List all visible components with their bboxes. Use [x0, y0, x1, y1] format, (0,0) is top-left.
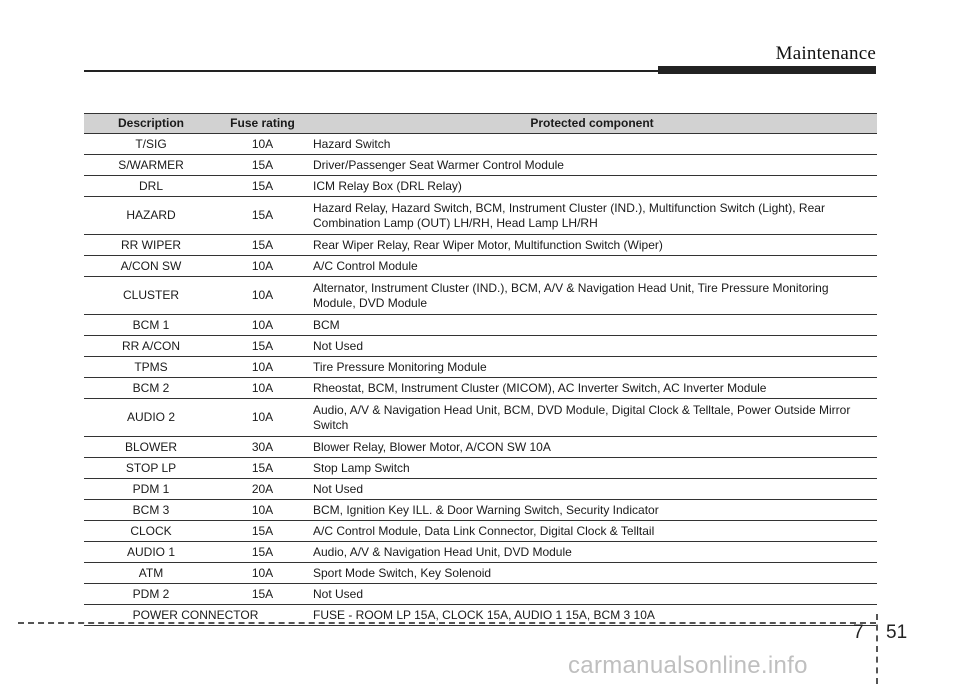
fuse-rating-cell: 15A	[218, 197, 307, 235]
table-row	[84, 277, 877, 315]
column-header-fuse-rating: Fuse rating	[218, 114, 307, 134]
table-row	[84, 500, 877, 521]
protected-component-cell: Driver/Passenger Seat Warmer Control Module	[307, 155, 877, 176]
fuse-description-cell: A/CON SW	[84, 256, 218, 277]
column-header-protected-component: Protected component	[307, 114, 877, 134]
column-header-description: Description	[84, 114, 218, 134]
protected-component-cell: Blower Relay, Blower Motor, A/CON SW 10A	[307, 437, 877, 458]
table-row	[84, 134, 877, 155]
fuse-rating-cell: 30A	[218, 437, 307, 458]
table-body	[84, 134, 877, 626]
fuse-rating-cell: 10A	[218, 500, 307, 521]
fuse-rating-cell: 15A	[218, 542, 307, 563]
fuse-rating-cell: 20A	[218, 479, 307, 500]
table-row	[84, 437, 877, 458]
table-row	[84, 256, 877, 277]
fuse-description-cell: TPMS	[84, 357, 218, 378]
page-number-separator	[876, 614, 878, 684]
protected-component-cell: A/C Control Module, Data Link Connector, Digital Clock & Telltail	[307, 521, 877, 542]
protected-component-cell: Sport Mode Switch, Key Solenoid	[307, 563, 877, 584]
fuse-rating-cell: 10A	[218, 256, 307, 277]
fuse-description-cell: RR A/CON	[84, 336, 218, 357]
protected-component-cell: FUSE - ROOM LP 15A, CLOCK 15A, AUDIO 1 15A, BCM 3 10A	[307, 605, 877, 626]
protected-component-cell: Not Used	[307, 584, 877, 605]
fuse-description-cell: DRL	[84, 176, 218, 197]
fuse-description-cell: BCM 3	[84, 500, 218, 521]
table-row	[84, 399, 877, 437]
chapter-number: 7	[853, 622, 864, 643]
protected-component-cell: BCM, Ignition Key ILL. & Door Warning Switch, Security Indicator	[307, 500, 877, 521]
footer-dashed-rule	[18, 622, 876, 624]
fuse-rating-cell: 10A	[218, 378, 307, 399]
table-row	[84, 584, 877, 605]
table-row	[84, 197, 877, 235]
fuse-description-cell: CLOCK	[84, 521, 218, 542]
fuse-description-cell: BCM 1	[84, 315, 218, 336]
protected-component-cell: BCM	[307, 315, 877, 336]
fuse-description-cell: BCM 2	[84, 378, 218, 399]
fuse-rating-cell: 10A	[218, 315, 307, 336]
protected-component-cell: Hazard Switch	[307, 134, 877, 155]
protected-component-cell: Rear Wiper Relay, Rear Wiper Motor, Multifunction Switch (Wiper)	[307, 235, 877, 256]
watermark-text: carmanualsonline.info	[568, 652, 808, 679]
fuse-rating-cell: 10A	[218, 399, 307, 437]
table-row	[84, 155, 877, 176]
protected-component-cell: Not Used	[307, 479, 877, 500]
fuse-rating-cell: 10A	[218, 357, 307, 378]
table-row	[84, 235, 877, 256]
fuse-description-cell: STOP LP	[84, 458, 218, 479]
protected-component-cell: ICM Relay Box (DRL Relay)	[307, 176, 877, 197]
fuse-rating-cell: 15A	[218, 521, 307, 542]
table-row	[84, 458, 877, 479]
fuse-table	[84, 113, 877, 626]
table-row	[84, 378, 877, 399]
table-row	[84, 357, 877, 378]
fuse-rating-cell: 15A	[218, 235, 307, 256]
fuse-rating-cell: 15A	[218, 584, 307, 605]
fuse-rating-cell: 15A	[218, 176, 307, 197]
section-title: Maintenance	[775, 43, 876, 64]
protected-component-cell: Stop Lamp Switch	[307, 458, 877, 479]
table-row	[84, 542, 877, 563]
protected-component-cell: Audio, A/V & Navigation Head Unit, DVD Module	[307, 542, 877, 563]
table-row	[84, 563, 877, 584]
fuse-description-cell: AUDIO 1	[84, 542, 218, 563]
fuse-description-cell: S/WARMER	[84, 155, 218, 176]
fuse-description-cell: PDM 2	[84, 584, 218, 605]
table-row	[84, 479, 877, 500]
table-row	[84, 521, 877, 542]
protected-component-cell: Tire Pressure Monitoring Module	[307, 357, 877, 378]
fuse-rating-cell: 10A	[218, 134, 307, 155]
header-rule-thick	[658, 66, 876, 74]
fuse-rating-cell: 15A	[218, 458, 307, 479]
header-rule-thin	[84, 70, 664, 72]
fuse-description-cell: T/SIG	[84, 134, 218, 155]
protected-component-cell: Alternator, Instrument Cluster (IND.), BCM, A/V & Navigation Head Unit, Tire Pressure Monitoring Module, DVD Module	[307, 277, 877, 315]
table-row	[84, 176, 877, 197]
page-number: 51	[886, 622, 908, 643]
table-header-row	[84, 114, 877, 134]
fuse-description-cell: CLUSTER	[84, 277, 218, 315]
protected-component-cell: Not Used	[307, 336, 877, 357]
fuse-description-cell: AUDIO 2	[84, 399, 218, 437]
fuse-description-cell: ATM	[84, 563, 218, 584]
protected-component-cell: A/C Control Module	[307, 256, 877, 277]
table-row	[84, 336, 877, 357]
fuse-rating-cell: 15A	[218, 336, 307, 357]
fuse-rating-cell: 10A	[218, 563, 307, 584]
protected-component-cell: Hazard Relay, Hazard Switch, BCM, Instrument Cluster (IND.), Multifunction Switch (Light), Rear Combination Lamp (OUT) LH/RH, Head Lamp LH/RH	[307, 197, 877, 235]
fuse-rating-cell: 10A	[218, 277, 307, 315]
fuse-description-cell: BLOWER	[84, 437, 218, 458]
protected-component-cell: Rheostat, BCM, Instrument Cluster (MICOM), AC Inverter Switch, AC Inverter Module	[307, 378, 877, 399]
fuse-description-cell: HAZARD	[84, 197, 218, 235]
fuse-description-cell: POWER CONNECTOR	[84, 605, 307, 626]
fuse-rating-cell: 15A	[218, 155, 307, 176]
table-row	[84, 315, 877, 336]
fuse-description-cell: RR WIPER	[84, 235, 218, 256]
protected-component-cell: Audio, A/V & Navigation Head Unit, BCM, DVD Module, Digital Clock & Telltale, Power Outside Mirror Switch	[307, 399, 877, 437]
fuse-description-cell: PDM 1	[84, 479, 218, 500]
